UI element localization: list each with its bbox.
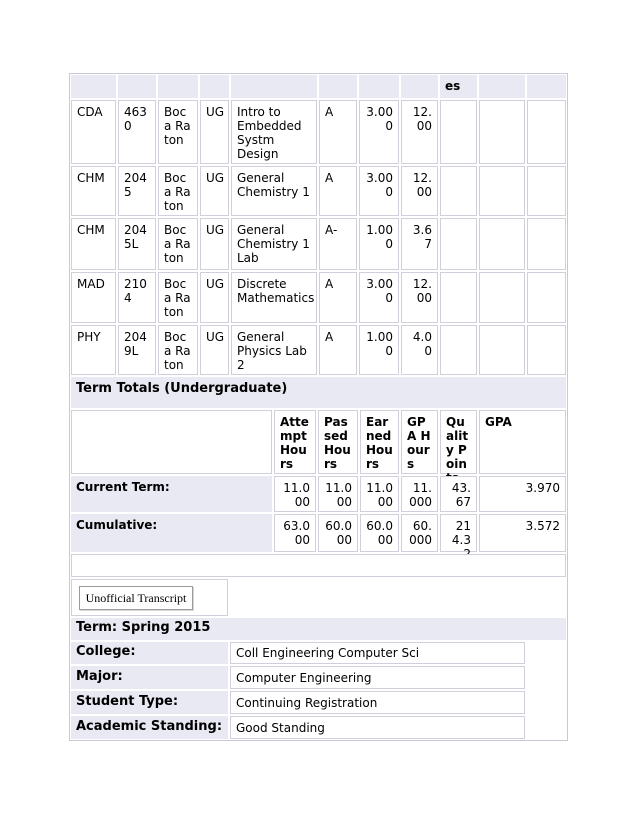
course-empty-cell bbox=[479, 218, 525, 270]
header-cell bbox=[71, 75, 116, 98]
course-empty-cell bbox=[527, 218, 566, 270]
totals-value: 60.000 bbox=[360, 514, 399, 552]
unofficial-transcript-button[interactable]: Unofficial Transcript bbox=[79, 586, 193, 610]
spacer-row bbox=[71, 554, 566, 577]
course-empty-cell bbox=[527, 272, 566, 323]
course-empty-cell bbox=[479, 166, 525, 216]
course-empty-cell bbox=[440, 218, 477, 270]
totals-header-gpa-hours: GPA Hours bbox=[401, 410, 438, 474]
totals-value: 11.000 bbox=[318, 476, 358, 512]
course-campus: Boca Raton bbox=[158, 218, 198, 270]
course-empty-cell bbox=[440, 325, 477, 375]
course-quality-points: 4.00 bbox=[401, 325, 438, 375]
totals-gpa-value: 3.572 bbox=[479, 514, 566, 552]
header-cell bbox=[118, 75, 156, 98]
course-grade: A bbox=[319, 325, 357, 375]
totals-header-earned: Earned Hours bbox=[360, 410, 399, 474]
field-value-academic-standing: Good Standing bbox=[230, 716, 525, 739]
header-cell bbox=[158, 75, 198, 98]
course-number: 2045L bbox=[118, 218, 156, 270]
header-cell bbox=[401, 75, 438, 98]
totals-value: 11.000 bbox=[401, 476, 438, 512]
field-label-academic-standing: Academic Standing: bbox=[71, 716, 228, 739]
course-quality-points: 12.00 bbox=[401, 272, 438, 323]
course-grade: A bbox=[319, 272, 357, 323]
next-term-title: Term: Spring 2015 bbox=[71, 618, 566, 640]
field-label-college: College: bbox=[71, 642, 228, 664]
course-level: UG bbox=[200, 325, 229, 375]
course-quality-points: 12.00 bbox=[401, 100, 438, 164]
header-cell bbox=[479, 75, 525, 98]
course-number: 4630 bbox=[118, 100, 156, 164]
field-value-student-type: Continuing Registration bbox=[230, 691, 525, 714]
course-quality-points: 12.00 bbox=[401, 166, 438, 216]
field-label-student-type: Student Type: bbox=[71, 691, 228, 714]
totals-header-empty bbox=[71, 410, 272, 474]
course-grade: A bbox=[319, 166, 357, 216]
course-credit-hours: 1.000 bbox=[359, 218, 399, 270]
header-cell bbox=[200, 75, 229, 98]
field-value-major: Computer Engineering bbox=[230, 666, 525, 689]
totals-header-quality-points: Quality Poin bbox=[440, 410, 477, 474]
field-label-major: Major: bbox=[71, 666, 228, 689]
totals-label-current: Current Term: bbox=[71, 476, 272, 512]
header-cell bbox=[359, 75, 399, 98]
totals-value: 11.000 bbox=[274, 476, 316, 512]
course-subject: CHM bbox=[71, 218, 116, 270]
totals-value: 63.000 bbox=[274, 514, 316, 552]
header-cell bbox=[319, 75, 357, 98]
course-empty-cell bbox=[527, 325, 566, 375]
term-totals-title: Term Totals (Undergraduate) bbox=[71, 377, 566, 408]
totals-value: 60.000 bbox=[401, 514, 438, 552]
course-empty-cell bbox=[479, 272, 525, 323]
totals-value: 214.3 bbox=[440, 514, 477, 552]
field-value-college: Coll Engineering Computer Sci bbox=[230, 642, 525, 664]
header-cell bbox=[527, 75, 566, 98]
course-title: General Physics Lab 2 bbox=[231, 325, 317, 375]
totals-header-passed: Passed Hours bbox=[318, 410, 358, 474]
course-subject: CHM bbox=[71, 166, 116, 216]
header-cell-fragment: es bbox=[440, 75, 477, 98]
course-level: UG bbox=[200, 166, 229, 216]
course-campus: Boca Raton bbox=[158, 100, 198, 164]
course-empty-cell bbox=[479, 100, 525, 164]
course-empty-cell bbox=[527, 166, 566, 216]
course-title: Discrete Mathematics bbox=[231, 272, 317, 323]
totals-header-gpa: GPA bbox=[479, 410, 566, 474]
course-number: 2104 bbox=[118, 272, 156, 323]
course-empty-cell bbox=[440, 100, 477, 164]
course-title: Intro to Embedded Systm Design bbox=[231, 100, 317, 164]
course-empty-cell bbox=[440, 166, 477, 216]
course-empty-cell bbox=[527, 100, 566, 164]
course-level: UG bbox=[200, 272, 229, 323]
course-empty-cell bbox=[440, 272, 477, 323]
totals-value: 43.67 bbox=[440, 476, 477, 512]
totals-value: 60.000 bbox=[318, 514, 358, 552]
course-quality-points: 3.67 bbox=[401, 218, 438, 270]
course-grade: A- bbox=[319, 218, 357, 270]
header-cell bbox=[231, 75, 317, 98]
course-credit-hours: 3.000 bbox=[359, 272, 399, 323]
totals-label-cumulative: Cumulative: bbox=[71, 514, 272, 552]
course-empty-cell bbox=[479, 325, 525, 375]
course-title: General Chemistry 1 bbox=[231, 166, 317, 216]
course-credit-hours: 3.000 bbox=[359, 166, 399, 216]
course-campus: Boca Raton bbox=[158, 166, 198, 216]
totals-value: 11.000 bbox=[360, 476, 399, 512]
course-subject: PHY bbox=[71, 325, 116, 375]
course-subject: CDA bbox=[71, 100, 116, 164]
course-level: UG bbox=[200, 100, 229, 164]
course-number: 2045 bbox=[118, 166, 156, 216]
course-title: General Chemistry 1 Lab bbox=[231, 218, 317, 270]
totals-header-attempt: Attempt Hours bbox=[274, 410, 316, 474]
course-number: 2049L bbox=[118, 325, 156, 375]
course-campus: Boca Raton bbox=[158, 325, 198, 375]
course-campus: Boca Raton bbox=[158, 272, 198, 323]
course-credit-hours: 1.000 bbox=[359, 325, 399, 375]
course-grade: A bbox=[319, 100, 357, 164]
totals-gpa-value: 3.970 bbox=[479, 476, 566, 512]
course-level: UG bbox=[200, 218, 229, 270]
course-credit-hours: 3.000 bbox=[359, 100, 399, 164]
course-subject: MAD bbox=[71, 272, 116, 323]
